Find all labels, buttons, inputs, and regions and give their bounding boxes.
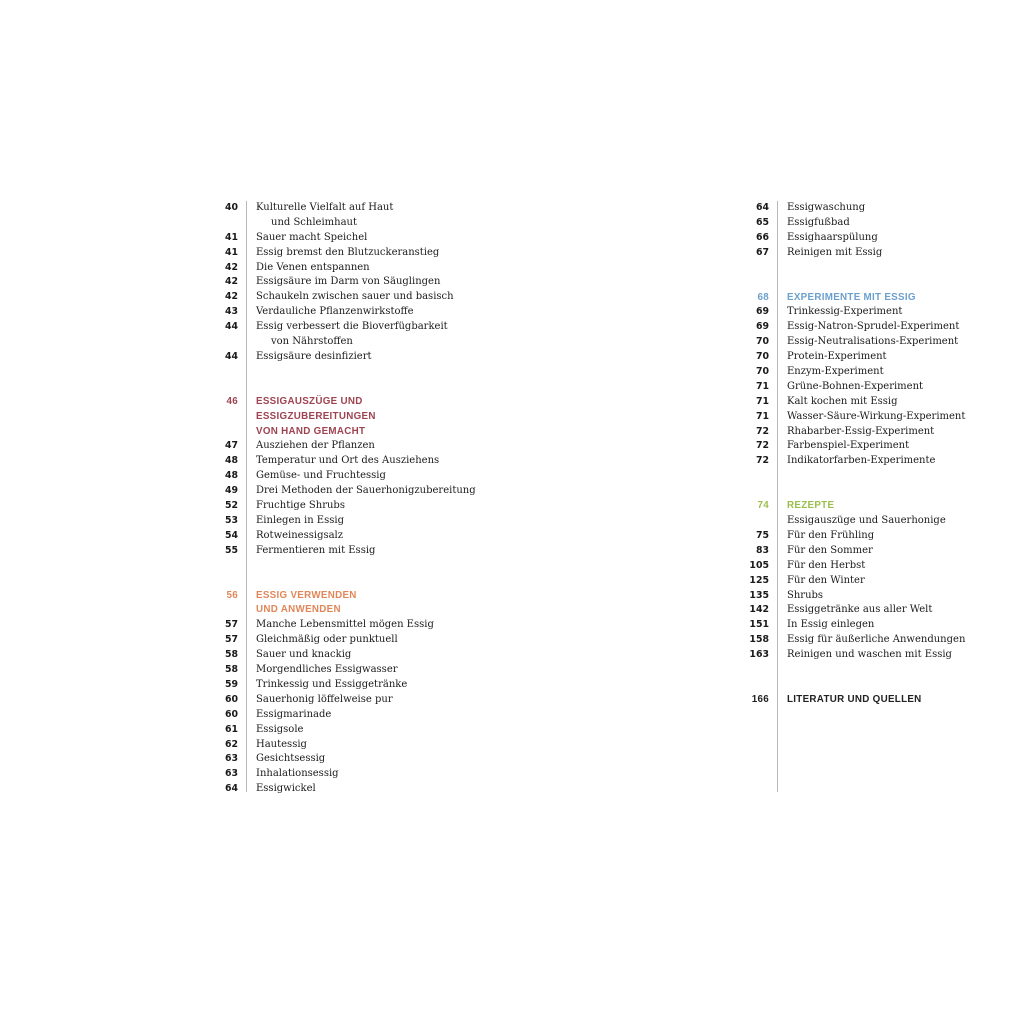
entry-title: Essig-Neutralisations-Experiment xyxy=(787,336,959,348)
entry-title: Für den Herbst xyxy=(787,559,866,571)
entry-title: Rotweinessigsalz xyxy=(256,529,344,541)
page-number: 56 xyxy=(226,589,238,601)
page-number: 69 xyxy=(755,321,769,333)
entry-title: Essigwaschung xyxy=(787,202,866,213)
page-number: 48 xyxy=(224,455,238,467)
entry-title: Hautessig xyxy=(256,738,307,750)
entry-title: Für den Winter xyxy=(787,574,865,586)
page-number: 41 xyxy=(224,231,238,243)
entry-title: Essig bremst den Blutzuckeranstieg xyxy=(256,246,440,258)
entry-title: Für den Sommer xyxy=(787,544,873,556)
entry-title: Verdauliche Pflanzenwirkstoffe xyxy=(256,306,414,318)
page-number: 43 xyxy=(224,306,238,318)
page-number: 59 xyxy=(224,678,238,690)
page-number: 42 xyxy=(224,291,238,303)
entry-title: Kulturelle Vielfalt auf Haut xyxy=(256,202,394,213)
entry-title: Essig verbessert die Bioverfügbarkeit xyxy=(256,321,448,333)
page-number: 151 xyxy=(749,619,769,631)
entry-title: Essig für äußerliche Anwendungen xyxy=(787,634,966,646)
page-number: 48 xyxy=(224,470,238,482)
entry-title: Inhalationsessig xyxy=(256,768,339,780)
entry-title: Essig-Natron-Sprudel-Experiment xyxy=(787,321,960,333)
entry-title: Essighaarspülung xyxy=(787,231,878,243)
entry-title: Wasser-Säure-Wirkung-Experiment xyxy=(787,410,966,422)
entry-title: Gemüse- und Fruchtessig xyxy=(256,470,386,482)
page-number: 74 xyxy=(757,500,769,512)
page-number: 71 xyxy=(755,410,769,422)
entry-title: Essiggetränke aus aller Welt xyxy=(787,604,933,616)
entry-title: Ausziehen der Pflanzen xyxy=(256,440,375,452)
page-number: 44 xyxy=(224,350,238,362)
page-number: 55 xyxy=(224,544,238,556)
page-number: 72 xyxy=(755,425,769,437)
entry-title: In Essig einlegen xyxy=(787,619,875,631)
entry-title: Sauerhonig löffelweise pur xyxy=(256,693,393,705)
page-number: 125 xyxy=(749,574,769,586)
page-number: 64 xyxy=(224,783,238,795)
page-number: 46 xyxy=(226,395,238,407)
entry-title: Indikatorfarben-Experimente xyxy=(787,455,936,467)
entry-title: und Schleimhaut xyxy=(271,216,358,228)
page-number: 42 xyxy=(224,261,238,273)
entry-title: Trinkessig-Experiment xyxy=(787,306,903,318)
entry-title: Gleichmäßig oder punktuell xyxy=(256,634,398,646)
section-title: EXPERIMENTE MIT ESSIG xyxy=(787,291,916,303)
page-number: 58 xyxy=(224,664,238,676)
entry-title: Essigfußbad xyxy=(787,216,850,228)
page-number: 163 xyxy=(749,649,769,661)
section-title: ESSIG VERWENDEN xyxy=(256,589,357,601)
page-number: 40 xyxy=(224,202,238,213)
entry-title: von Nährstoffen xyxy=(271,336,353,348)
entry-title: Kalt kochen mit Essig xyxy=(787,395,898,407)
page-number: 41 xyxy=(224,246,238,258)
page-number: 47 xyxy=(224,440,238,452)
page-number: 69 xyxy=(755,306,769,318)
section-title: ESSIGAUSZÜGE UND xyxy=(256,395,363,407)
page-number: 105 xyxy=(749,559,769,571)
section-title: VON HAND GEMACHT xyxy=(256,425,366,437)
page-number: 62 xyxy=(224,738,238,750)
entry-title: Die Venen entspannen xyxy=(256,261,370,273)
entry-title: Einlegen in Essig xyxy=(256,514,344,526)
page-number: 54 xyxy=(224,529,238,541)
page-number: 60 xyxy=(224,693,238,705)
page-number: 42 xyxy=(224,276,238,288)
page-number: 68 xyxy=(757,291,769,303)
page-number: 52 xyxy=(224,500,238,512)
entry-title: Farbenspiel-Experiment xyxy=(787,440,910,452)
page-number: 71 xyxy=(755,395,769,407)
page-number: 70 xyxy=(755,336,769,348)
entry-title: Rhabarber-Essig-Experiment xyxy=(787,425,935,437)
entry-title: Morgendliches Essigwasser xyxy=(256,664,398,676)
page-number: 65 xyxy=(755,216,769,228)
entry-title: Reinigen und waschen mit Essig xyxy=(787,649,952,661)
page-number: 142 xyxy=(749,604,769,616)
entry-title: Trinkessig und Essiggetränke xyxy=(256,678,408,690)
entry-title: Shrubs xyxy=(787,589,824,601)
page-number: 61 xyxy=(224,723,238,735)
section-title: LITERATUR UND QUELLEN xyxy=(787,694,922,706)
entry-title: Schaukeln zwischen sauer und basisch xyxy=(256,291,454,303)
entry-title: Temperatur und Ort des Ausziehens xyxy=(256,455,440,467)
page-number: 72 xyxy=(755,440,769,452)
page-number: 166 xyxy=(751,694,769,706)
entry-title: Reinigen mit Essig xyxy=(787,246,883,258)
entry-title: Essigsole xyxy=(256,723,304,735)
page-number: 60 xyxy=(224,708,238,720)
entry-title: Drei Methoden der Sauerhonigzubereitung xyxy=(256,485,476,497)
page-number: 72 xyxy=(755,455,769,467)
page-number: 44 xyxy=(224,321,238,333)
entry-title: Protein-Experiment xyxy=(787,351,887,363)
entry-title: Grüne-Bohnen-Experiment xyxy=(787,380,924,392)
entry-title: Manche Lebensmittel mögen Essig xyxy=(256,619,434,631)
page-number: 63 xyxy=(224,753,238,765)
page-number: 57 xyxy=(224,634,238,646)
section-title: REZEPTE xyxy=(787,500,835,512)
toc-column-right xyxy=(749,201,966,792)
entry-title: Für den Frühling xyxy=(787,530,875,542)
section-title: ESSIGZUBEREITUNGEN xyxy=(256,410,376,422)
page-number: 58 xyxy=(224,649,238,661)
entry-title: Enzym-Experiment xyxy=(787,366,884,378)
page-number: 135 xyxy=(749,589,769,601)
page-number: 75 xyxy=(755,530,769,542)
page-number: 71 xyxy=(755,380,769,392)
entry-title: Fermentieren mit Essig xyxy=(256,544,376,556)
entry-title: Essigwickel xyxy=(256,783,316,795)
page-number: 70 xyxy=(755,351,769,363)
entry-title: Essigmarinade xyxy=(256,708,332,720)
page-number: 53 xyxy=(224,514,238,526)
entry-title: Sauer macht Speichel xyxy=(256,231,368,243)
page-number: 158 xyxy=(749,634,769,646)
page-number: 57 xyxy=(224,619,238,631)
section-title: UND ANWENDEN xyxy=(256,604,341,616)
page-number: 66 xyxy=(755,231,769,243)
entry-title: Essigsäure im Darm von Säuglingen xyxy=(256,276,441,288)
page-number: 49 xyxy=(224,485,238,497)
page-number: 83 xyxy=(755,544,769,556)
toc-column-left xyxy=(224,201,476,795)
page-number: 64 xyxy=(755,202,769,213)
page-number: 63 xyxy=(224,768,238,780)
entry-title: Gesichtsessig xyxy=(256,753,326,765)
page-number: 70 xyxy=(755,366,769,378)
entry-title: Essigsäure desinfiziert xyxy=(256,350,372,362)
page-number: 67 xyxy=(755,246,769,258)
entry-title: Fruchtige Shrubs xyxy=(256,500,345,512)
entry-title: Essigauszüge und Sauerhonige xyxy=(787,515,946,527)
entry-title: Sauer und knackig xyxy=(256,649,352,661)
